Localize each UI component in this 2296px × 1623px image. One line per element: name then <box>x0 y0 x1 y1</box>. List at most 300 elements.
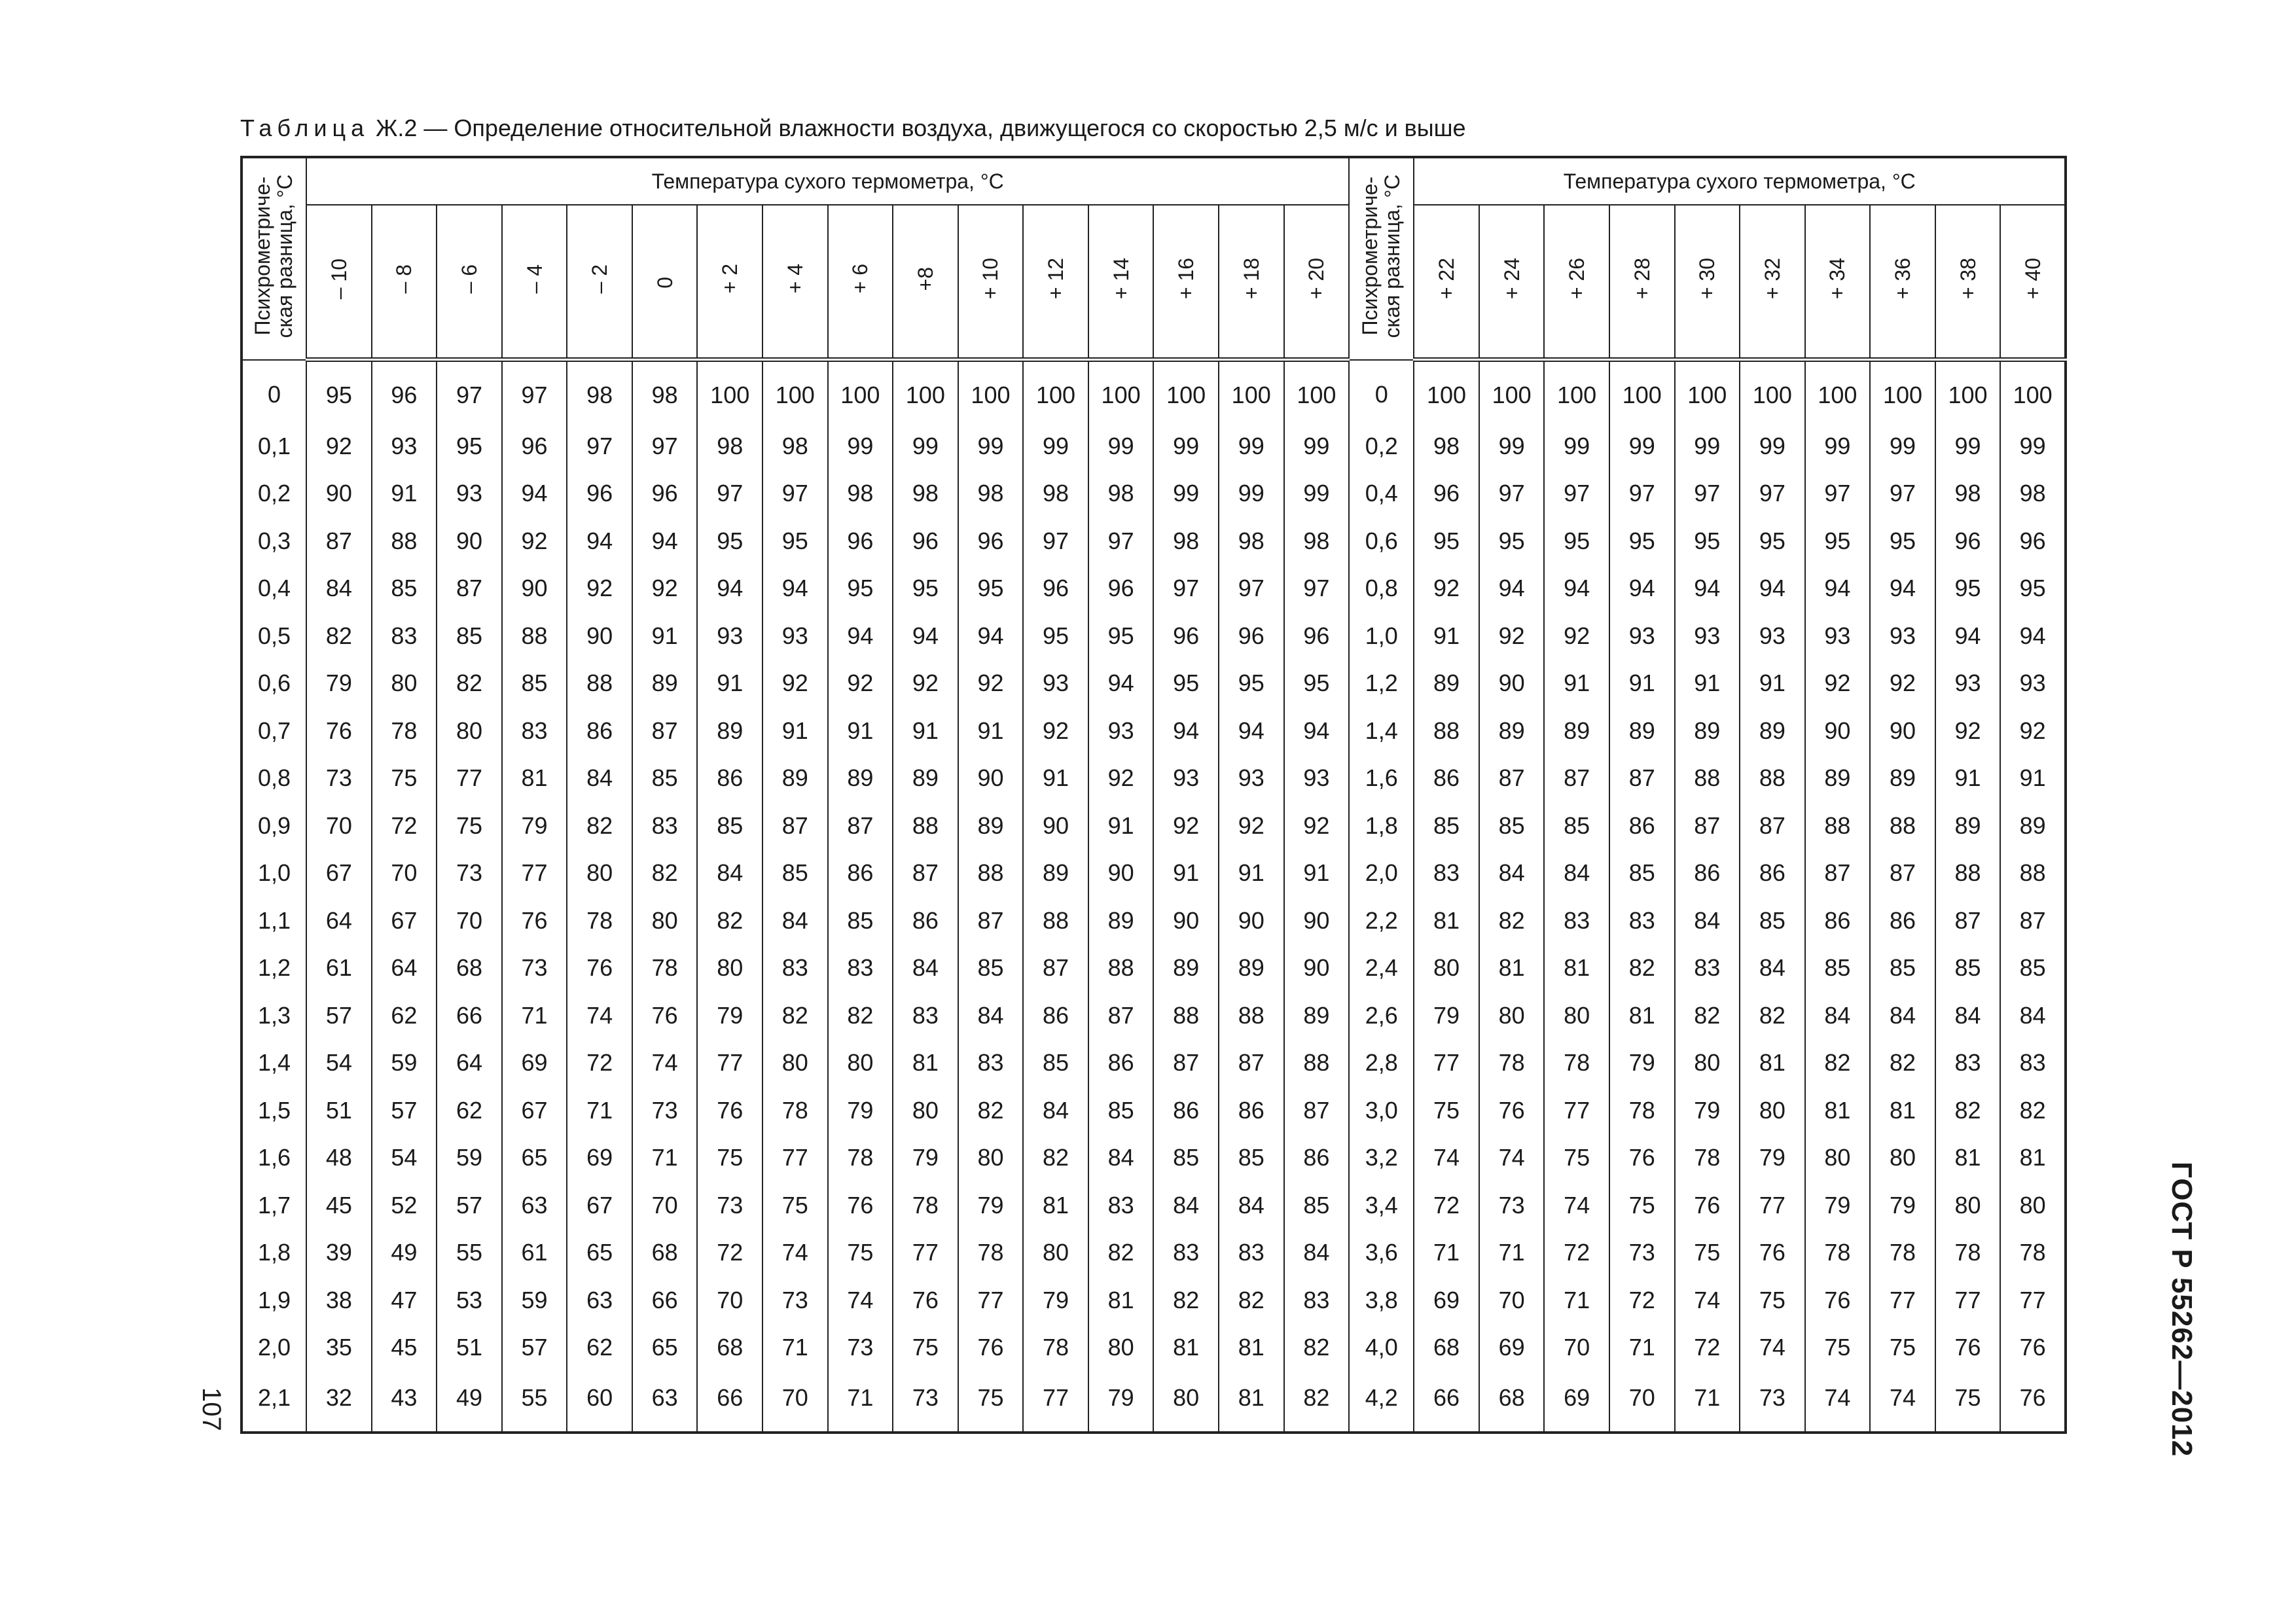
humidity-cell: 86 <box>1088 1039 1154 1087</box>
humidity-cell: 81 <box>1479 944 1545 992</box>
psychrometric-difference-cell: 1,8 <box>1349 802 1414 849</box>
humidity-cell: 100 <box>1805 360 1871 423</box>
humidity-cell: 99 <box>1284 470 1350 518</box>
table-row <box>242 470 2066 518</box>
table-row <box>242 517 2066 565</box>
humidity-cell: 84 <box>1544 849 1609 897</box>
table-row <box>242 660 2066 707</box>
humidity-cell: 97 <box>1153 565 1219 613</box>
humidity-cell: 94 <box>1609 565 1675 613</box>
temperature-header: + 26 <box>1544 205 1609 360</box>
temperature-header: + 36 <box>1870 205 1935 360</box>
humidity-cell: 88 <box>372 517 437 565</box>
humidity-cell: 77 <box>893 1229 958 1277</box>
humidity-cell: 49 <box>372 1229 437 1277</box>
humidity-cell: 82 <box>1284 1324 1350 1372</box>
humidity-cell: 74 <box>567 992 632 1040</box>
humidity-cell: 69 <box>1479 1324 1545 1372</box>
humidity-cell: 84 <box>893 944 958 992</box>
humidity-cell: 100 <box>1675 360 1740 423</box>
humidity-cell: 85 <box>1414 802 1479 849</box>
humidity-cell: 92 <box>1284 802 1350 849</box>
humidity-cell: 80 <box>1023 1229 1088 1277</box>
psychrometric-difference-cell: 1,3 <box>242 992 306 1040</box>
humidity-cell: 84 <box>1088 1134 1154 1182</box>
humidity-cell: 80 <box>1479 992 1545 1040</box>
humidity-cell: 76 <box>958 1324 1024 1372</box>
humidity-cell: 91 <box>828 707 893 755</box>
humidity-cell: 62 <box>372 992 437 1040</box>
psychrometric-difference-cell: 0,1 <box>242 422 306 470</box>
psychrometric-difference-cell: 4,0 <box>1349 1324 1414 1372</box>
humidity-cell: 77 <box>1740 1182 1805 1230</box>
humidity-cell: 79 <box>1088 1372 1154 1433</box>
psychrometric-difference-cell: 3,4 <box>1349 1182 1414 1230</box>
humidity-cell: 92 <box>502 517 567 565</box>
humidity-cell: 70 <box>372 849 437 897</box>
humidity-cell: 100 <box>1870 360 1935 423</box>
humidity-cell: 71 <box>828 1372 893 1433</box>
humidity-cell: 95 <box>697 517 762 565</box>
humidity-cell: 79 <box>1414 992 1479 1040</box>
humidity-cell: 70 <box>437 897 502 944</box>
psychrometric-difference-cell: 1,5 <box>242 1087 306 1135</box>
humidity-cell: 84 <box>306 565 372 613</box>
humidity-cell: 53 <box>437 1277 502 1325</box>
row-header-right: Психрометриче-ская разница, °С <box>1349 157 1414 360</box>
table-row <box>242 360 2066 423</box>
humidity-cell: 73 <box>1609 1229 1675 1277</box>
humidity-cell: 99 <box>1219 422 1284 470</box>
humidity-cell: 77 <box>1414 1039 1479 1087</box>
humidity-cell: 93 <box>437 470 502 518</box>
humidity-cell: 78 <box>2000 1229 2066 1277</box>
humidity-cell: 76 <box>632 992 698 1040</box>
humidity-cell: 79 <box>1609 1039 1675 1087</box>
humidity-cell: 88 <box>1153 992 1219 1040</box>
humidity-cell: 99 <box>1609 422 1675 470</box>
humidity-cell: 73 <box>437 849 502 897</box>
humidity-cell: 98 <box>697 422 762 470</box>
humidity-cell: 95 <box>1675 517 1740 565</box>
humidity-cell: 99 <box>958 422 1024 470</box>
table-row <box>242 707 2066 755</box>
humidity-cell: 91 <box>1414 612 1479 660</box>
humidity-cell: 91 <box>1935 755 2001 802</box>
humidity-cell: 70 <box>632 1182 698 1230</box>
humidity-cell: 91 <box>1088 802 1154 849</box>
humidity-cell: 86 <box>1284 1134 1350 1182</box>
humidity-cell: 75 <box>1609 1182 1675 1230</box>
humidity-cell: 87 <box>1479 755 1545 802</box>
humidity-cell: 88 <box>1284 1039 1350 1087</box>
humidity-cell: 86 <box>697 755 762 802</box>
humidity-cell: 70 <box>697 1277 762 1325</box>
humidity-cell: 79 <box>893 1134 958 1182</box>
humidity-cell: 84 <box>1284 1229 1350 1277</box>
humidity-cell: 97 <box>1023 517 1088 565</box>
humidity-cell: 90 <box>502 565 567 613</box>
humidity-cell: 87 <box>437 565 502 613</box>
humidity-cell: 90 <box>437 517 502 565</box>
psychrometric-difference-cell: 0,2 <box>1349 422 1414 470</box>
humidity-cell: 84 <box>1023 1087 1088 1135</box>
humidity-cell: 82 <box>1284 1372 1350 1433</box>
humidity-cell: 83 <box>1153 1229 1219 1277</box>
humidity-cell: 98 <box>828 470 893 518</box>
humidity-cell: 91 <box>2000 755 2066 802</box>
humidity-cell: 100 <box>1219 360 1284 423</box>
humidity-cell: 95 <box>1740 517 1805 565</box>
temperature-header: + 16 <box>1153 205 1219 360</box>
humidity-cell: 57 <box>306 992 372 1040</box>
humidity-cell: 88 <box>1219 992 1284 1040</box>
humidity-cell: 83 <box>1219 1229 1284 1277</box>
humidity-cell: 94 <box>762 565 828 613</box>
humidity-cell: 82 <box>697 897 762 944</box>
humidity-cell: 91 <box>372 470 437 518</box>
temperature-header: + 24 <box>1479 205 1545 360</box>
humidity-cell: 80 <box>1414 944 1479 992</box>
table-row <box>242 422 2066 470</box>
humidity-cell: 97 <box>1870 470 1935 518</box>
humidity-cell: 89 <box>2000 802 2066 849</box>
humidity-cell: 78 <box>893 1182 958 1230</box>
humidity-cell: 87 <box>1284 1087 1350 1135</box>
humidity-cell: 76 <box>2000 1372 2066 1433</box>
humidity-cell: 66 <box>697 1372 762 1433</box>
temperature-header: – 8 <box>372 205 437 360</box>
table-row <box>242 992 2066 1040</box>
psychrometric-difference-cell: 0,4 <box>242 565 306 613</box>
humidity-cell: 95 <box>1544 517 1609 565</box>
humidity-cell: 73 <box>632 1087 698 1135</box>
humidity-cell: 68 <box>697 1324 762 1372</box>
humidity-cell: 64 <box>437 1039 502 1087</box>
humidity-cell: 87 <box>1023 944 1088 992</box>
humidity-cell: 94 <box>1805 565 1871 613</box>
humidity-cell: 80 <box>893 1087 958 1135</box>
humidity-cell: 100 <box>1088 360 1154 423</box>
humidity-cell: 45 <box>372 1324 437 1372</box>
humidity-cell: 92 <box>958 660 1024 707</box>
humidity-cell: 74 <box>762 1229 828 1277</box>
humidity-cell: 38 <box>306 1277 372 1325</box>
humidity-cell: 99 <box>1153 470 1219 518</box>
humidity-cell: 75 <box>1870 1324 1935 1372</box>
humidity-cell: 80 <box>1805 1134 1871 1182</box>
humidity-cell: 83 <box>1675 944 1740 992</box>
humidity-cell: 98 <box>1153 517 1219 565</box>
humidity-cell: 95 <box>1088 612 1154 660</box>
humidity-cell: 95 <box>1935 565 2001 613</box>
humidity-cell: 74 <box>632 1039 698 1087</box>
humidity-cell: 87 <box>828 802 893 849</box>
humidity-cell: 83 <box>1609 897 1675 944</box>
humidity-cell: 85 <box>1544 802 1609 849</box>
table-caption-text: Ж.2 — Определение относительной влажности воздуха, движущегося со скоростью 2,5 м/с и выше <box>369 115 1466 141</box>
humidity-cell: 90 <box>1284 897 1350 944</box>
humidity-cell: 81 <box>502 755 567 802</box>
humidity-cell: 89 <box>1023 849 1088 897</box>
humidity-cell: 80 <box>437 707 502 755</box>
humidity-cell: 88 <box>958 849 1024 897</box>
humidity-cell: 81 <box>1153 1324 1219 1372</box>
humidity-cell: 82 <box>1219 1277 1284 1325</box>
humidity-cell: 84 <box>958 992 1024 1040</box>
humidity-cell: 97 <box>1805 470 1871 518</box>
temperature-header: – 10 <box>306 205 372 360</box>
humidity-cell: 87 <box>306 517 372 565</box>
humidity-cell: 80 <box>1675 1039 1740 1087</box>
humidity-cell: 96 <box>1088 565 1154 613</box>
temperature-header: + 32 <box>1740 205 1805 360</box>
humidity-cell: 73 <box>697 1182 762 1230</box>
humidity-cell: 75 <box>1805 1324 1871 1372</box>
humidity-cell: 71 <box>1609 1324 1675 1372</box>
humidity-cell: 73 <box>306 755 372 802</box>
humidity-cell: 64 <box>306 897 372 944</box>
humidity-cell: 92 <box>2000 707 2066 755</box>
temperature-header: 0 <box>632 205 698 360</box>
humidity-cell: 98 <box>958 470 1024 518</box>
humidity-cell: 74 <box>1870 1372 1935 1433</box>
humidity-cell: 75 <box>437 802 502 849</box>
table-row <box>242 612 2066 660</box>
humidity-cell: 97 <box>762 470 828 518</box>
humidity-cell: 99 <box>1935 422 2001 470</box>
psychrometric-difference-cell: 2,0 <box>1349 849 1414 897</box>
humidity-cell: 91 <box>632 612 698 660</box>
humidity-cell: 86 <box>1740 849 1805 897</box>
humidity-cell: 81 <box>1088 1277 1154 1325</box>
humidity-cell: 78 <box>1675 1134 1740 1182</box>
humidity-cell: 76 <box>1675 1182 1740 1230</box>
psychrometric-difference-cell: 1,4 <box>242 1039 306 1087</box>
humidity-cell: 99 <box>1870 422 1935 470</box>
humidity-cell: 82 <box>828 992 893 1040</box>
humidity-cell: 76 <box>1935 1324 2001 1372</box>
humidity-cell: 96 <box>567 470 632 518</box>
humidity-cell: 68 <box>1479 1372 1545 1433</box>
humidity-cell: 99 <box>1479 422 1545 470</box>
humidity-cell: 81 <box>1023 1182 1088 1230</box>
humidity-cell: 63 <box>502 1182 567 1230</box>
humidity-cell: 79 <box>1805 1182 1871 1230</box>
humidity-cell: 93 <box>372 422 437 470</box>
humidity-cell: 95 <box>958 565 1024 613</box>
humidity-cell: 100 <box>1935 360 2001 423</box>
humidity-cell: 90 <box>1870 707 1935 755</box>
table-header <box>242 157 2066 360</box>
humidity-cell: 68 <box>632 1229 698 1277</box>
humidity-cell: 81 <box>1609 992 1675 1040</box>
humidity-cell: 93 <box>762 612 828 660</box>
humidity-cell: 57 <box>372 1087 437 1135</box>
psychrometric-difference-cell: 0,6 <box>1349 517 1414 565</box>
psychrometric-difference-cell: 2,1 <box>242 1372 306 1433</box>
temperature-header: + 10 <box>958 205 1024 360</box>
humidity-cell: 82 <box>1609 944 1675 992</box>
humidity-cell: 83 <box>1414 849 1479 897</box>
table-row <box>242 1277 2066 1325</box>
humidity-cell: 72 <box>1414 1182 1479 1230</box>
humidity-cell: 94 <box>502 470 567 518</box>
humidity-cell: 95 <box>1870 517 1935 565</box>
humidity-cell: 100 <box>1479 360 1545 423</box>
humidity-cell: 95 <box>1609 517 1675 565</box>
humidity-cell: 86 <box>1675 849 1740 897</box>
humidity-cell: 89 <box>1870 755 1935 802</box>
temperature-header: + 14 <box>1088 205 1154 360</box>
humidity-cell: 80 <box>567 849 632 897</box>
humidity-cell: 87 <box>2000 897 2066 944</box>
humidity-cell: 72 <box>567 1039 632 1087</box>
humidity-cell: 81 <box>1414 897 1479 944</box>
humidity-cell: 61 <box>502 1229 567 1277</box>
humidity-cell: 74 <box>1675 1277 1740 1325</box>
humidity-cell: 95 <box>762 517 828 565</box>
humidity-cell: 91 <box>1675 660 1740 707</box>
humidity-cell: 78 <box>828 1134 893 1182</box>
table-body <box>242 360 2066 1433</box>
humidity-cell: 98 <box>1935 470 2001 518</box>
humidity-cell: 93 <box>1870 612 1935 660</box>
humidity-cell: 96 <box>1414 470 1479 518</box>
table-row <box>242 1087 2066 1135</box>
humidity-cell: 84 <box>1805 992 1871 1040</box>
table-row <box>242 1134 2066 1182</box>
humidity-cell: 85 <box>437 612 502 660</box>
humidity-cell: 67 <box>502 1087 567 1135</box>
humidity-cell: 91 <box>958 707 1024 755</box>
humidity-cell: 51 <box>306 1087 372 1135</box>
humidity-cell: 93 <box>697 612 762 660</box>
humidity-cell: 92 <box>306 422 372 470</box>
humidity-cell: 98 <box>632 360 698 423</box>
temperature-header: + 28 <box>1609 205 1675 360</box>
humidity-cell: 94 <box>632 517 698 565</box>
humidity-cell: 78 <box>1479 1039 1545 1087</box>
humidity-cell: 86 <box>1609 802 1675 849</box>
humidity-cell: 96 <box>1153 612 1219 660</box>
table-row <box>242 802 2066 849</box>
humidity-cell: 78 <box>1609 1087 1675 1135</box>
humidity-cell: 97 <box>1609 470 1675 518</box>
psychrometric-difference-cell: 2,4 <box>1349 944 1414 992</box>
humidity-cell: 62 <box>567 1324 632 1372</box>
humidity-cell: 75 <box>1740 1277 1805 1325</box>
humidity-cell: 99 <box>1219 470 1284 518</box>
humidity-cell: 99 <box>1088 422 1154 470</box>
humidity-cell: 85 <box>2000 944 2066 992</box>
temperature-header: + 2 <box>697 205 762 360</box>
humidity-cell: 71 <box>1414 1229 1479 1277</box>
table-row <box>242 944 2066 992</box>
humidity-cell: 79 <box>1023 1277 1088 1325</box>
humidity-cell: 89 <box>762 755 828 802</box>
humidity-cell: 100 <box>1544 360 1609 423</box>
humidity-cell: 71 <box>1479 1229 1545 1277</box>
humidity-cell: 78 <box>762 1087 828 1135</box>
humidity-cell: 76 <box>2000 1324 2066 1372</box>
humidity-cell: 85 <box>1023 1039 1088 1087</box>
psychrometric-difference-cell: 0,4 <box>1349 470 1414 518</box>
humidity-cell: 71 <box>762 1324 828 1372</box>
humidity-cell: 72 <box>1544 1229 1609 1277</box>
humidity-cell: 57 <box>502 1324 567 1372</box>
psychrometric-difference-cell: 0 <box>242 360 306 423</box>
humidity-cell: 95 <box>893 565 958 613</box>
humidity-cell: 99 <box>1675 422 1740 470</box>
humidity-cell: 86 <box>893 897 958 944</box>
humidity-cell: 83 <box>1544 897 1609 944</box>
humidity-cell: 81 <box>1870 1087 1935 1135</box>
humidity-cell: 85 <box>762 849 828 897</box>
humidity-cell: 98 <box>762 422 828 470</box>
humidity-cell: 97 <box>697 470 762 518</box>
humidity-cell: 88 <box>1088 944 1154 992</box>
humidity-cell: 85 <box>1609 849 1675 897</box>
humidity-cell: 67 <box>372 897 437 944</box>
humidity-cell: 84 <box>1219 1182 1284 1230</box>
humidity-cell: 80 <box>1544 992 1609 1040</box>
humidity-cell: 99 <box>828 422 893 470</box>
humidity-cell: 82 <box>1023 1134 1088 1182</box>
humidity-cell: 97 <box>1219 565 1284 613</box>
humidity-cell: 94 <box>1935 612 2001 660</box>
humidity-cell: 57 <box>437 1182 502 1230</box>
humidity-cell: 82 <box>1805 1039 1871 1087</box>
humidity-cell: 82 <box>1935 1087 2001 1135</box>
temperature-header: + 4 <box>762 205 828 360</box>
humidity-cell: 90 <box>567 612 632 660</box>
humidity-cell: 87 <box>1935 897 2001 944</box>
humidity-cell: 87 <box>1544 755 1609 802</box>
humidity-cell: 80 <box>697 944 762 992</box>
humidity-cell: 76 <box>697 1087 762 1135</box>
humidity-cell: 72 <box>1675 1324 1740 1372</box>
humidity-cell: 76 <box>1609 1134 1675 1182</box>
humidity-cell: 94 <box>1219 707 1284 755</box>
humidity-cell: 90 <box>306 470 372 518</box>
humidity-cell: 85 <box>502 660 567 707</box>
humidity-cell: 54 <box>372 1134 437 1182</box>
humidity-cell: 72 <box>372 802 437 849</box>
humidity-cell: 84 <box>1740 944 1805 992</box>
humidity-cell: 87 <box>762 802 828 849</box>
humidity-cell: 65 <box>567 1229 632 1277</box>
humidity-cell: 86 <box>1023 992 1088 1040</box>
humidity-cell: 93 <box>1153 755 1219 802</box>
psychrometric-difference-cell: 2,6 <box>1349 992 1414 1040</box>
psychrometric-difference-cell: 2,2 <box>1349 897 1414 944</box>
humidity-cell: 81 <box>1219 1372 1284 1433</box>
psychrometric-difference-cell: 4,2 <box>1349 1372 1414 1433</box>
humidity-cell: 96 <box>2000 517 2066 565</box>
humidity-cell: 90 <box>1153 897 1219 944</box>
humidity-cell: 76 <box>1479 1087 1545 1135</box>
temperature-header: – 2 <box>567 205 632 360</box>
humidity-cell: 69 <box>567 1134 632 1182</box>
humidity-cell: 96 <box>502 422 567 470</box>
humidity-cell: 85 <box>1479 802 1545 849</box>
humidity-cell: 98 <box>1414 422 1479 470</box>
humidity-cell: 100 <box>2000 360 2066 423</box>
humidity-cell: 85 <box>1740 897 1805 944</box>
humidity-cell: 83 <box>372 612 437 660</box>
humidity-cell: 62 <box>437 1087 502 1135</box>
